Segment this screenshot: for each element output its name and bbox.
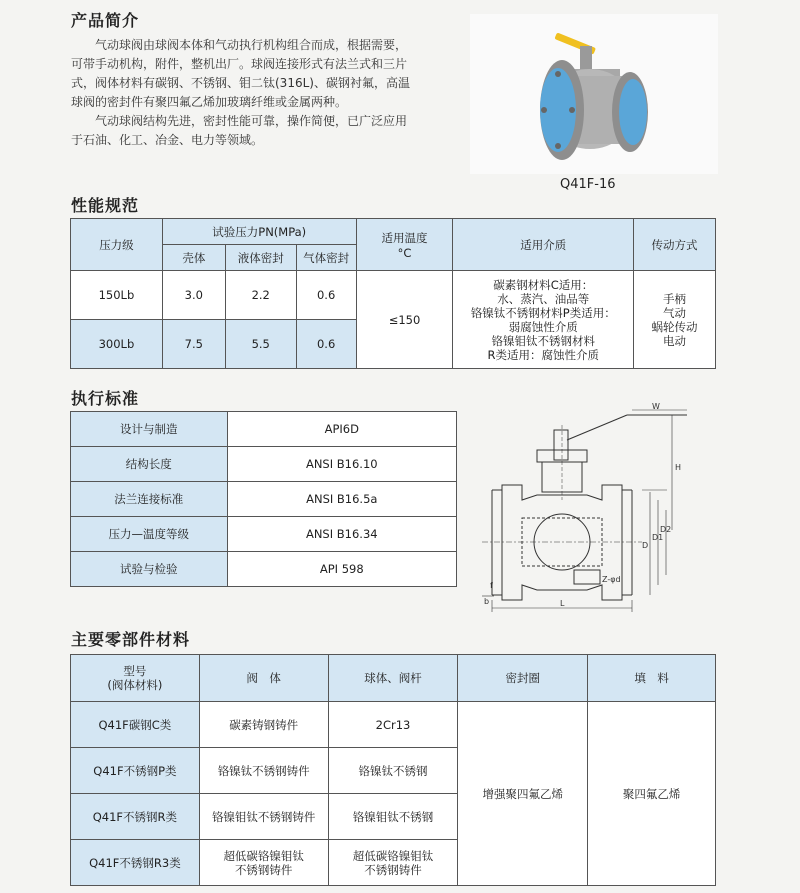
dim-label-f: f xyxy=(490,581,493,590)
material-model-cell: Q41F不锈钢R类 xyxy=(71,794,200,840)
drive-cell: 手柄 气动 蜗轮传动 电动 xyxy=(634,271,716,369)
standard-label: 法兰连接标准 xyxy=(71,482,228,517)
header-model: 型号 (阀体材料) xyxy=(71,655,200,702)
dim-label-d2: D2 xyxy=(660,525,672,534)
table-row xyxy=(71,702,716,748)
table-row xyxy=(71,412,457,447)
material-model-cell: Q41F不锈钢P类 xyxy=(71,748,200,794)
body-material-cell: 铬镍钼钛不锈钢铸件 xyxy=(199,794,328,840)
intro-line: 于石油、化工、冶金、电力等领域。 xyxy=(71,133,264,147)
standard-value: ANSI B16.5a xyxy=(227,482,456,517)
product-model: Q41F-16 xyxy=(560,177,616,192)
table-row xyxy=(71,482,457,517)
intro-line: 可带手动机构，附件，整机出厂。球阀连接形式有法兰式和三片 xyxy=(71,57,408,71)
intro-paragraph-1 xyxy=(71,36,451,55)
header-test-pressure: 试验压力PN(MPa) xyxy=(162,219,356,245)
ball-material-cell: 2Cr13 xyxy=(328,702,458,748)
dim-label-h: H xyxy=(675,463,682,472)
dim-label-w: W xyxy=(652,402,660,411)
standard-value: API6D xyxy=(227,412,456,447)
pressure-class-cell: 300Lb xyxy=(71,320,163,369)
table-row xyxy=(71,517,457,552)
ball-material-cell: 超低碳铬镍钼钛 不锈钢铸件 xyxy=(328,840,458,886)
header-packing: 填 料 xyxy=(588,655,716,702)
dim-label-b: b xyxy=(484,597,490,606)
intro-paragraph-2 xyxy=(71,112,451,131)
medium-cell: 碳素钢材料C适用： 水、蒸汽、油品等 铬镍钛不锈钢材料P类适用： 弱腐蚀性介质 铬镍钼钛不锈钢材料 R类适用：腐蚀性介质 xyxy=(453,271,634,369)
pressure-class-cell: 150Lb xyxy=(71,271,163,320)
materials-title: 主要零部件材料 xyxy=(71,630,191,649)
body-material-cell: 碳素铸钢铸件 xyxy=(199,702,328,748)
header-body: 阀 体 xyxy=(199,655,328,702)
standard-label: 试验与检验 xyxy=(71,552,228,587)
liquid-seal-cell: 2.2 xyxy=(225,271,296,320)
header-gas-seal: 气体密封 xyxy=(296,245,356,271)
body-material-cell: 铬镍钛不锈钢铸件 xyxy=(199,748,328,794)
dim-label-d: D xyxy=(642,541,649,550)
header-seal: 密封圈 xyxy=(458,655,588,702)
standards-title: 执行标准 xyxy=(71,389,140,408)
header-temperature: 适用温度 °C xyxy=(356,219,453,271)
intro-title: 产品简介 xyxy=(71,11,140,30)
valve-technical-drawing xyxy=(482,400,692,615)
intro-line: 气动球阀结构先进，密封性能可靠，操作简便，已广泛应用 xyxy=(95,114,408,128)
intro-line: 式，阀体材料有碳钢、不锈钢、钼二钛(316L)、碳钢衬氟，高温 xyxy=(71,76,410,90)
header-ball-stem: 球体、阀杆 xyxy=(328,655,458,702)
material-model-cell: Q41F碳钢C类 xyxy=(71,702,200,748)
material-model-cell: Q41F不锈钢R3类 xyxy=(71,840,200,886)
product-photo xyxy=(470,14,718,174)
standard-label: 结构长度 xyxy=(71,447,228,482)
performance-title: 性能规范 xyxy=(71,196,140,215)
liquid-seal-cell: 5.5 xyxy=(225,320,296,369)
header-pressure-class: 压力级 xyxy=(71,219,163,271)
standard-value: ANSI B16.34 xyxy=(227,517,456,552)
intro-line: 气动球阀由球阀本体和气动执行机构组合而成，根据需要， xyxy=(95,38,408,52)
standard-value: ANSI B16.10 xyxy=(227,447,456,482)
header-medium: 适用介质 xyxy=(453,219,634,271)
table-row xyxy=(71,552,457,587)
table-row xyxy=(71,271,716,320)
table-row xyxy=(71,447,457,482)
performance-table xyxy=(70,218,716,369)
header-liquid-seal: 液体密封 xyxy=(225,245,296,271)
seal-material-cell: 增强聚四氟乙烯 xyxy=(458,702,588,886)
temperature-cell: ≤150 xyxy=(356,271,453,369)
materials-table xyxy=(70,654,716,886)
ball-material-cell: 铬镍钼钛不锈钢 xyxy=(328,794,458,840)
standards-table xyxy=(70,411,457,587)
intro-line: 球阀的密封件有聚四氟乙烯加玻璃纤维或金属两种。 xyxy=(71,95,348,109)
dim-label-l: L xyxy=(560,599,565,608)
shell-cell: 7.5 xyxy=(162,320,225,369)
intro-text xyxy=(71,36,451,150)
ball-material-cell: 铬镍钛不锈钢 xyxy=(328,748,458,794)
shell-cell: 3.0 xyxy=(162,271,225,320)
standard-label: 压力—温度等级 xyxy=(71,517,228,552)
dim-label-d1: D1 xyxy=(652,533,664,542)
standard-label: 设计与制造 xyxy=(71,412,228,447)
gas-seal-cell: 0.6 xyxy=(296,320,356,369)
header-shell: 壳体 xyxy=(162,245,225,271)
packing-material-cell: 聚四氟乙烯 xyxy=(588,702,716,886)
dim-label-z: Z-φd xyxy=(602,575,621,584)
body-material-cell: 超低碳铬镍钼钛 不锈钢铸件 xyxy=(199,840,328,886)
gas-seal-cell: 0.6 xyxy=(296,271,356,320)
standard-value: API 598 xyxy=(227,552,456,587)
header-drive: 传动方式 xyxy=(634,219,716,271)
